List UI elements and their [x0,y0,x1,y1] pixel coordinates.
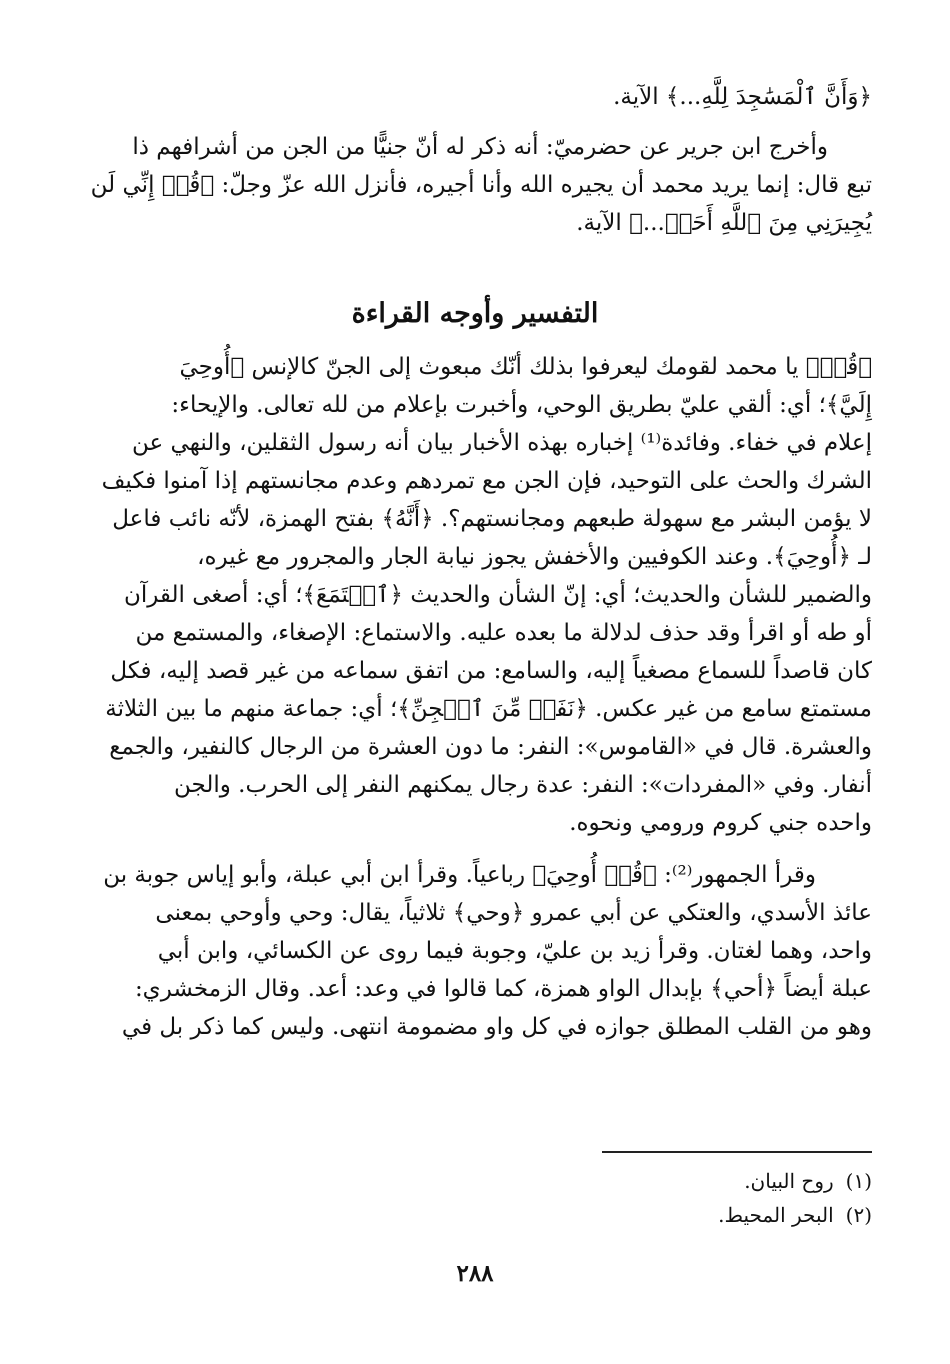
text-line: عائذ الأسدي، والعتكي عن أبي عمرو ﴿وحي﴾ ثلاثياً، يقال: وحي وأوحي بمعنى [155,900,872,926]
footnote-item [78,1198,872,1232]
text-line: لا يؤمن البشر مع سهولة طبعهم ومجانستهم؟. ﴿أَنَّهُ﴾ بفتح الهمزة، لأنّه نائب فاعل [112,506,872,532]
footnote-number: (٢) [845,1203,872,1227]
text-line: عبلة أيضاً ﴿أحي﴾ بإبدال الواو همزة، كما قالوا في وعد: أعد. وقال الزمخشري: [134,976,872,1002]
text-line: أو طه أو اقرأ وقد حذف لدلالة ما بعده عليه. والاستماع: الإصغاء، والمستمع من [135,620,872,646]
readings-paragraph [78,856,872,1046]
text-line: أنفار. وفي «المفردات»: النفر: عدة رجال يمكنهم النفر إلى الحرب. والجن [174,772,872,798]
intro-paragraph [78,128,872,242]
text-line: يُجِيرَنِي مِنَ ٱللَّهِ أَحَدٞ...﴾ الآية. [576,210,872,236]
text-line: والضمير للشأن والحديث؛ أي: إنّ الشأن والحديث ﴿ٱسۡتَمَعَ﴾؛ أي: أصغى القرآن [123,582,872,608]
section-heading: التفسير وأوجه القراءة [351,298,599,329]
footnotes [78,1164,872,1232]
text-line: واحد، وهما لغتان. وقرأ زيد بن عليّ، وجوبة فيما روى عن الكسائي، وابن أبي [157,938,872,964]
footnote-divider [602,1151,872,1153]
text-line: الشرك والحث على التوحيد، فإن الجن مع تمردهم وعدم مجانستهم إذا آمنوا فكيف [101,468,872,494]
footnote-number: (١) [845,1169,872,1193]
text-line: إِلَيَّ﴾؛ أي: ألقي عليّ بطريق الوحي، وأخبرت بإعلام من لله تعالى. والإيحاء: [171,392,872,418]
text-line: تبع قال: إنما يريد محمد أن يجيره الله وأنا أجيره، فأنزل الله عزّ وجلّ: ﴿قُلۡ إِنِّي لَن [90,172,872,198]
text-line: وقرأ الجمهور⁽²⁾: ﴿قُلۡ أُوحِيَ﴾ رباعياً. وقرأ ابن أبي عبلة، وأبو إياس جوبة بن [103,862,816,888]
text-line: والعشرة. قال في «القاموس»: النفر: ما دون العشرة من الرجال كالنفير، والجمع [109,734,872,760]
page-content [78,78,872,1287]
footnote-item [78,1164,872,1198]
text-line: واحده جني كروم ورومي ونحوه. [569,810,872,836]
text-line: كان قاصداً للسماع مصغياً إليه، والسامع: من اتفق سماعه من غير قصد إليه، فكل [110,658,872,684]
text-line: وهو من القلب المطلق جوازه في كل واو مضمومة انتهى. وليس كما ذكر بل في [121,1014,872,1040]
text-line: وأخرج ابن جرير عن حضرميّ: أنه ذكر له أنّ جنيًّا من الجن من أشرافهم ذا [132,134,828,160]
text-line: إعلام في خفاء. وفائدة⁽¹⁾ إخباره بهذه الأخبار بيان أنه رسول الثقلين، والنهي عن [132,430,872,456]
text-line: ﴿قُلۡ﴾ يا محمد لقومك ليعرفوا بذلك أنّك مبعوث إلى الجنّ كالإنس ﴿أُوحِيَ [179,354,872,380]
footnote-text: روح البيان. [744,1169,834,1193]
text-line: مستمتع سامع من غير عكس. ﴿نَفَرٞ مِّنَ ٱلۡجِنِّ﴾؛ أي: جماعة منهم ما بين الثلاثة [105,696,872,722]
body-paragraph [78,348,872,842]
footnote-text: البحر المحيط. [718,1203,834,1227]
text-line: لـ ﴿أُوحِيَ﴾. وعند الكوفيين والأخفش يجوز نيابة الجار والمجرور مع غيره، [197,544,872,570]
page-number: ٢٨٨ [456,1260,494,1287]
verse-line: ﴿وَأَنَّ ٱلْمَسَٰجِدَ لِلَّهِ...﴾ الآية. [613,84,872,110]
